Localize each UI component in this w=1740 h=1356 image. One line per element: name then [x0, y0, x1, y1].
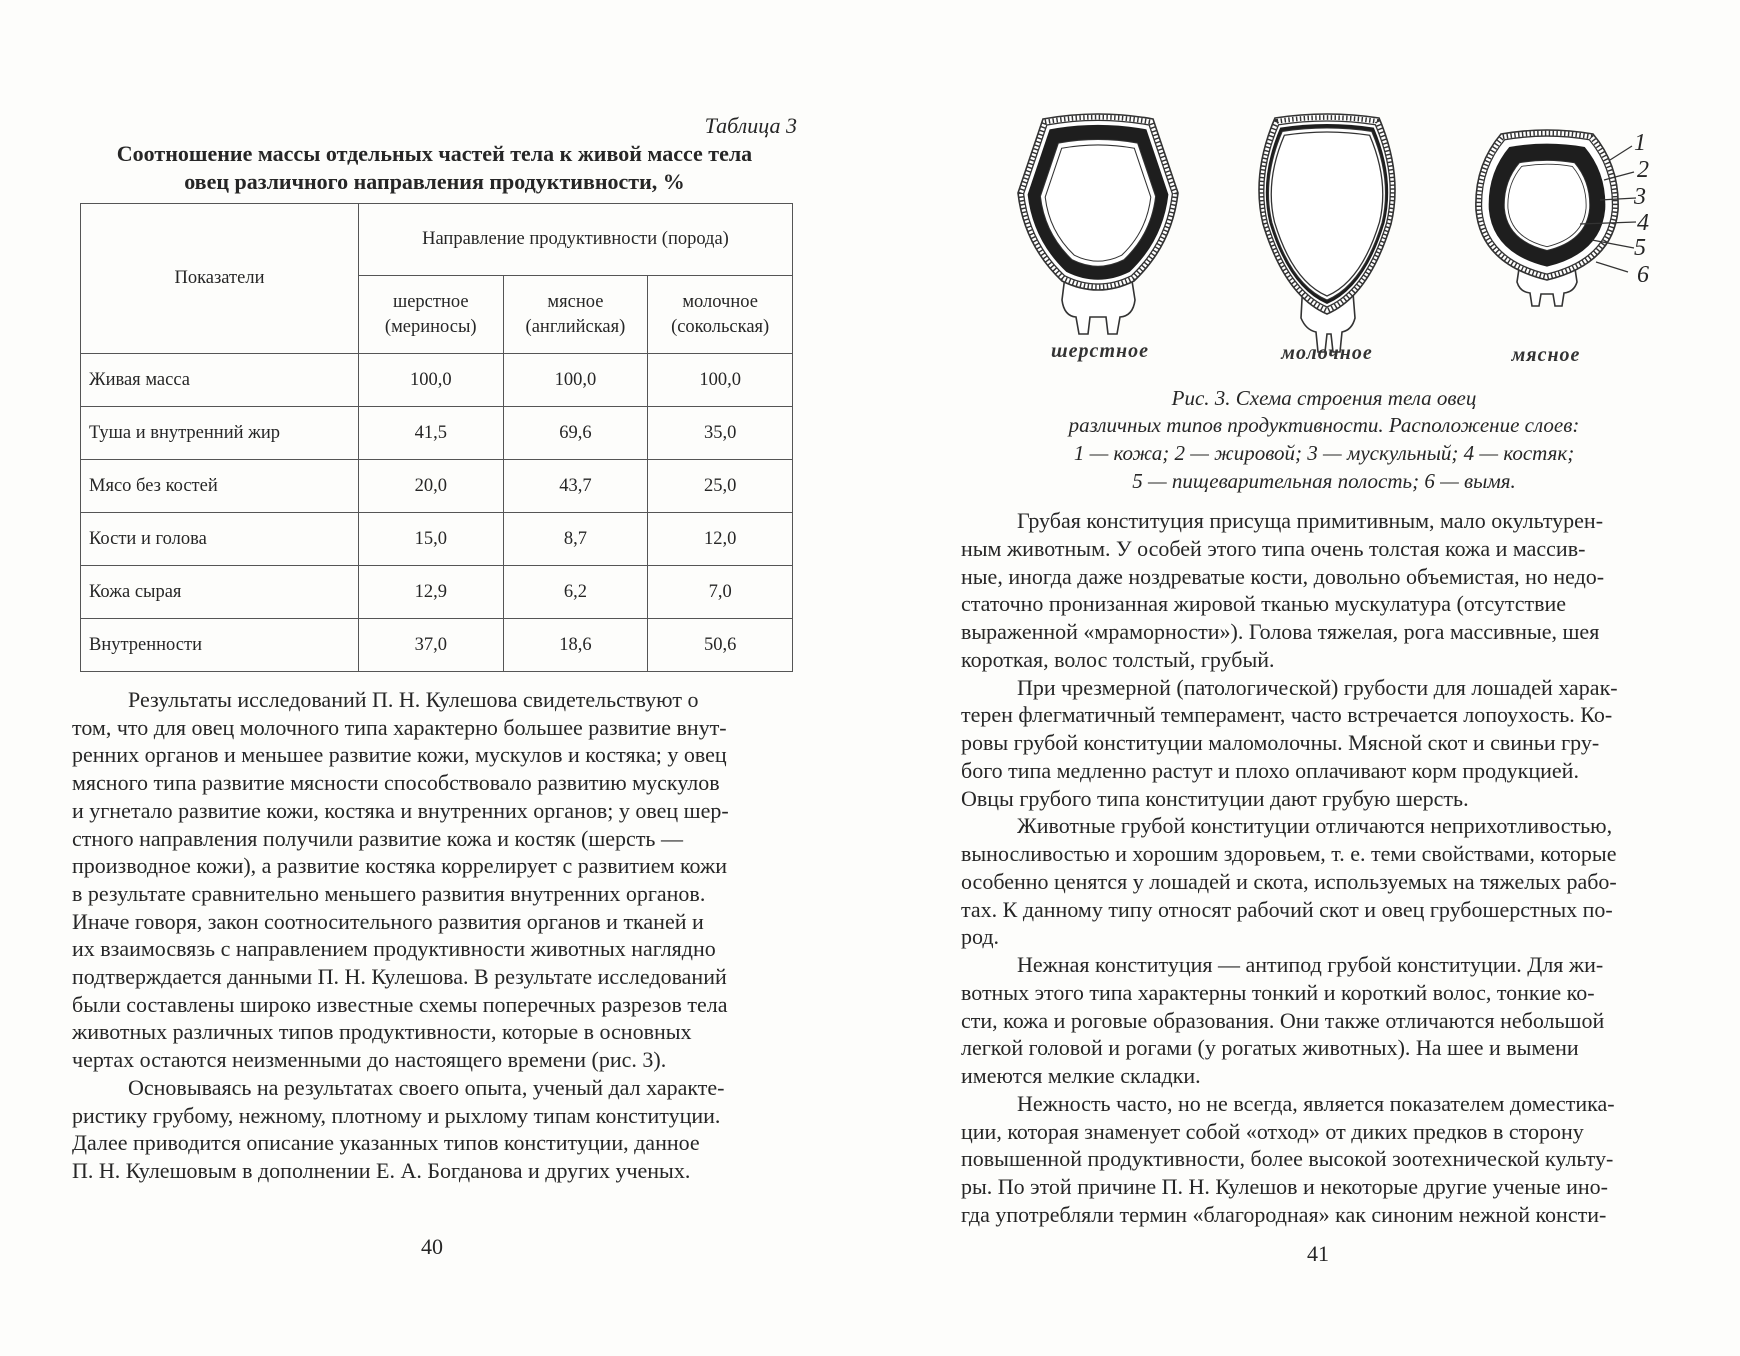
column-breed: (сокольская): [671, 316, 770, 337]
value-cell: 100,0: [503, 354, 648, 407]
figure-label-dairy: молочное: [1281, 342, 1373, 364]
text-line: ристику грубому, нежному, плотному и рыхлому типам конституции.: [72, 1103, 721, 1128]
cross-section-dairy: [1259, 114, 1395, 314]
text-line: статочно пронизанная жировой тканью мускулатура (отсутствие: [961, 591, 1567, 616]
table-title-line: Соотношение массы отдельных частей тела к живой массе тела: [116, 141, 753, 166]
value-cell: 15,0: [358, 513, 503, 566]
text-line: ры. По этой причине П. Н. Кулешов и некоторые другие ученые ино-: [961, 1174, 1608, 1199]
text-line: производное кожи), а развитие костяка коррелирует с развитием кожи: [72, 853, 727, 878]
text-line: чертах остаются неизменными до настоящего времени (рис. 3).: [72, 1047, 667, 1072]
row-label-cell: Мясо без костей: [81, 460, 359, 513]
row-label-cell: Кожа сырая: [81, 566, 359, 619]
text-line: ренних органов и меньшее развитие кожи, мускулов и костяка; у овец: [72, 742, 727, 767]
text-line: гда употребляли термин «благородная» как синоним нежной консти-: [961, 1202, 1607, 1227]
figure-caption-line: различных типов продуктивности. Расположение слоев:: [1068, 413, 1580, 437]
value-cell: 41,5: [358, 407, 503, 460]
text-line: При чрезмерной (патологической) грубости для лошадей харак-: [1017, 675, 1618, 700]
figure-label-meat: мясное: [1511, 344, 1581, 366]
group-header-cell: Направление продуктивности (порода): [358, 204, 792, 276]
value-cell: 69,6: [503, 407, 648, 460]
value-cell: 50,6: [648, 619, 793, 672]
text-line: Животные грубой конституции отличаются неприхотливостью,: [1017, 813, 1613, 838]
text-line: сти, кожа и роговые образования. Они также отличаются небольшой: [961, 1008, 1605, 1033]
value-cell: 25,0: [648, 460, 793, 513]
row-header-cell: Показатели: [81, 204, 359, 354]
text-line: ции, которая знаменует собой «отход» от диких предков в сторону: [961, 1119, 1584, 1144]
value-cell: 35,0: [648, 407, 793, 460]
text-line: животных различных типов продуктивности, которые в основных: [72, 1019, 692, 1044]
value-cell: 18,6: [503, 619, 648, 672]
text-line: были составлены широко известные схемы поперечных разрезов тела: [72, 992, 728, 1017]
page-number: 40: [421, 1234, 443, 1259]
text-line: ровы грубой конституции маломолочны. Мясной скот и свиньи гру-: [961, 730, 1600, 755]
row-label-cell: Кости и голова: [81, 513, 359, 566]
text-line: Нежность часто, но не всегда, является показателем доместика-: [1017, 1091, 1615, 1116]
text-line: род.: [961, 924, 1000, 949]
text-line: терен флегматичный темперамент, часто встречается лопоухость. Ко-: [961, 702, 1613, 727]
value-cell: 43,7: [503, 460, 648, 513]
column-type: шерстное: [392, 291, 469, 312]
row-label-cell: Туша и внутренний жир: [81, 407, 359, 460]
text-line: Иначе говоря, закон соотносительного развития органов и тканей и: [72, 909, 704, 934]
value-cell: 100,0: [648, 354, 793, 407]
text-line: том, что для овец молочного типа характерно большее развитие внут-: [72, 715, 727, 740]
value-cell: 12,9: [358, 566, 503, 619]
text-line: особенно ценятся у лошадей и скота, используемых на тяжелых рабо-: [961, 869, 1617, 894]
column-breed: (мериносы): [384, 316, 477, 337]
row-label-cell: Живая масса: [81, 354, 359, 407]
text-line: Результаты исследований П. Н. Кулешова свидетельствуют о: [128, 687, 699, 712]
cross-section-meat: [1476, 130, 1618, 280]
text-line: бого типа медленно растут и плохо оплачивают корм продукцией.: [961, 758, 1579, 783]
text-line: П. Н. Кулешовым в дополнении Е. А. Богданова и других ученых.: [72, 1158, 691, 1183]
layer-number: 5: [1634, 235, 1646, 261]
text-line: Далее приводится описание указанных типов конституции, данное: [72, 1130, 700, 1155]
text-line: повышенной продуктивности, более высокой зоотехнической культу-: [961, 1146, 1614, 1171]
table-label: Таблица 3: [704, 113, 797, 138]
text-line: ным животным. У особей этого типа очень толстая кожа и массив-: [961, 536, 1586, 561]
layer-number: 2: [1637, 157, 1649, 183]
value-cell: 37,0: [358, 619, 503, 672]
text-line: их взаимосвязь с направлением продуктивности животных наглядно: [72, 936, 716, 961]
column-type: молочное: [682, 291, 758, 312]
table-title-line: овец различного направления продуктивности, %: [184, 169, 685, 194]
text-line: короткая, волос толстый, грубый.: [961, 647, 1275, 672]
figure-label-wool: шерстное: [1051, 340, 1149, 362]
figure-caption-line: 5 — пищеварительная полость; 6 — вымя.: [1132, 469, 1516, 493]
layer-number: 6: [1637, 262, 1649, 288]
layer-number: 1: [1634, 130, 1646, 156]
value-cell: 20,0: [358, 460, 503, 513]
text-line: имеются мелкие складки.: [961, 1063, 1201, 1088]
text-line: Грубая конституция присуща примитивным, мало окультурен-: [1017, 508, 1604, 533]
text-line: Основываясь на результатах своего опыта, ученый дал характе-: [128, 1075, 725, 1100]
column-breed: (английская): [525, 316, 626, 337]
cross-section-wool: [1018, 114, 1178, 290]
text-line: подтверждается данными П. Н. Кулешова. В результате исследований: [72, 964, 727, 989]
text-line: вотных этого типа характерны тонкий и короткий волос, тонкие ко-: [961, 980, 1595, 1005]
text-line: стного направления получили развитие кожа и костяк (шерсть —: [72, 826, 683, 851]
text-line: и угнетало развитие кожи, костяка и внутренних органов; у овец шер-: [72, 798, 729, 823]
text-line: Овцы грубого типа конституции дают грубую шерсть.: [961, 786, 1469, 811]
value-cell: 100,0: [358, 354, 503, 407]
layer-number: 3: [1634, 184, 1646, 210]
column-type: мясное: [547, 291, 604, 312]
text-line: мясного типа развитие мясности способствовало развитию мускулов: [72, 770, 720, 795]
row-label-cell: Внутренности: [81, 619, 359, 672]
text-line: Нежная конституция — антипод грубой конституции. Для жи-: [1017, 952, 1604, 977]
layer-number: 4: [1637, 210, 1649, 236]
text-line: тах. К данному типу относят рабочий скот и овец грубошерстных по-: [961, 897, 1613, 922]
text-line: в результате сравнительно меньшего развития внутренних органов.: [72, 881, 706, 906]
value-cell: 7,0: [648, 566, 793, 619]
value-cell: 6,2: [503, 566, 648, 619]
value-cell: 8,7: [503, 513, 648, 566]
text-line: выносливостью и хорошим здоровьем, т. е. теми свойствами, которые: [961, 841, 1617, 866]
text-line: ные, иногда даже ноздреватые кости, довольно объемистая, но недо-: [961, 564, 1605, 589]
figure-caption-line: Рис. 3. Схема строения тела овец: [1171, 386, 1477, 410]
page-number: 41: [1307, 1241, 1329, 1266]
figure-caption-line: 1 — кожа; 2 — жировой; 3 — мускульный; 4 — костяк;: [1073, 441, 1575, 465]
text-line: легкой головой и рогами (у рогатых животных). На шее и вымени: [961, 1035, 1579, 1060]
text-line: выраженной «мраморности»). Голова тяжелая, рога массивные, шея: [961, 619, 1600, 644]
value-cell: 12,0: [648, 513, 793, 566]
